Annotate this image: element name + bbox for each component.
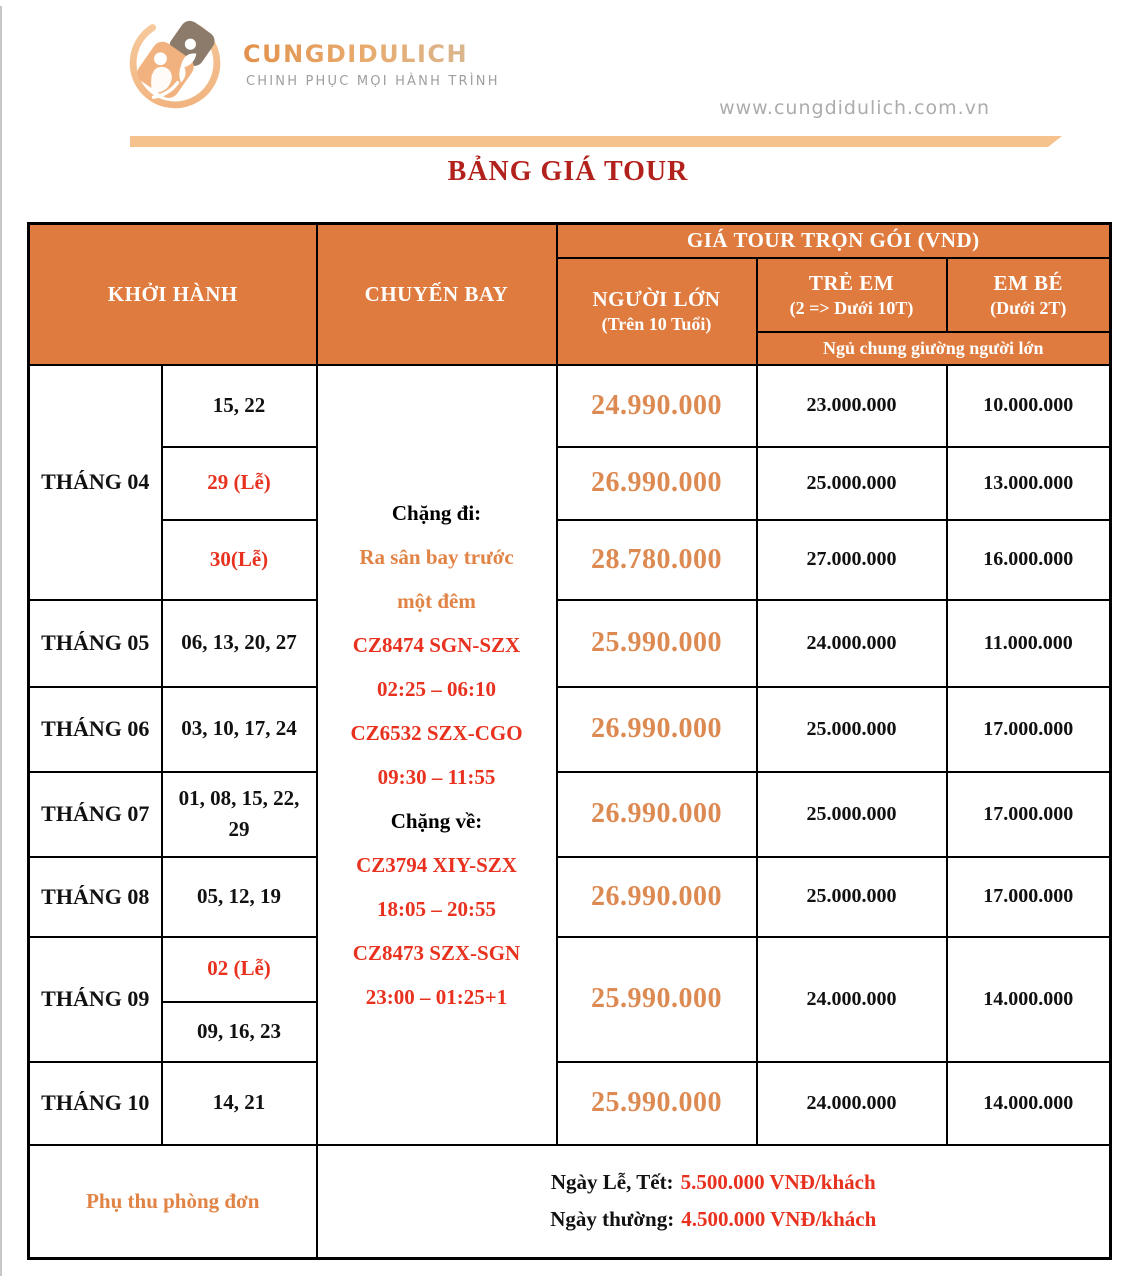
surcharge-normal-line: [318, 1206, 1110, 1233]
table-row: [29, 937, 1111, 1002]
surcharge-details: [317, 1145, 1111, 1259]
month-cell: THÁNG 05: [29, 600, 162, 687]
brand-name: CUNGDIDULICH: [243, 40, 469, 68]
adult-price: 28.780.000: [557, 520, 757, 600]
child-price: 25.000.000: [757, 447, 947, 520]
adult-price: 25.990.000: [557, 600, 757, 687]
site-header: [0, 0, 1136, 148]
flight-out-2: CZ6532 SZX-CGO: [350, 720, 523, 745]
surcharge-normal-value: 4.500.000 VNĐ/khách: [681, 1207, 877, 1232]
child-price: 24.000.000: [757, 600, 947, 687]
col-header-infant: [947, 258, 1111, 332]
surcharge-holiday-value: 5.500.000 VNĐ/khách: [680, 1170, 876, 1195]
flight-info-cell: [317, 365, 557, 1145]
dates-cell: 05, 12, 19: [162, 857, 317, 937]
adult-price: 26.990.000: [557, 447, 757, 520]
surcharge-normal-label: Ngày thường:: [550, 1207, 675, 1232]
adult-price: 25.990.000: [557, 1062, 757, 1145]
dates-cell: 06, 13, 20, 27: [162, 600, 317, 687]
child-price: 25.000.000: [757, 772, 947, 857]
adult-price: 26.990.000: [557, 772, 757, 857]
flight-return-1-time: 18:05 – 20:55: [377, 896, 496, 921]
dates-cell: 14, 21: [162, 1062, 317, 1145]
adult-age-note: (Trên 10 Tuổi): [601, 314, 712, 334]
surcharge-label: Phụ thu phòng đơn: [29, 1145, 317, 1259]
infant-age-note: (Dưới 2T): [990, 297, 1067, 318]
dates-cell: 03, 10, 17, 24: [162, 687, 317, 772]
flight-note-line1: Ra sân bay trước: [359, 544, 514, 569]
infant-label: EM BÉ: [993, 270, 1064, 295]
dates-cell: 01, 08, 15, 22, 29: [162, 772, 317, 857]
infant-price: 17.000.000: [947, 687, 1111, 772]
child-price: 25.000.000: [757, 687, 947, 772]
infant-price: 11.000.000: [947, 600, 1111, 687]
page-title: BẢNG GIÁ TOUR: [447, 156, 689, 187]
brand-logo-icon: [128, 16, 222, 110]
header-accent-bar: [130, 136, 1062, 147]
flight-return-1: CZ3794 XIY-SZX: [356, 852, 517, 877]
infant-price: 14.000.000: [947, 1062, 1111, 1145]
flight-return-2-time: 23:00 – 01:25+1: [365, 984, 508, 1009]
dates-cell: 15, 22: [162, 365, 317, 447]
flight-leg-return-label: Chặng về:: [390, 808, 483, 833]
child-label: TRẺ EM: [808, 270, 895, 295]
month-cell: THÁNG 06: [29, 687, 162, 772]
table-row: [29, 772, 1111, 857]
flight-leg-out-label: Chặng đi:: [391, 500, 482, 525]
month-cell: THÁNG 07: [29, 772, 162, 857]
surcharge-row: [29, 1145, 1111, 1259]
header-row-group: [29, 224, 1111, 258]
adult-price: 26.990.000: [557, 857, 757, 937]
table-row: [29, 520, 1111, 600]
table-row: [29, 600, 1111, 687]
col-header-child: [757, 258, 947, 332]
website-url[interactable]: www.cungdidulich.com.vn: [719, 97, 990, 119]
dates-cell: 30(Lễ): [162, 520, 317, 600]
child-age-note: (2 => Dưới 10T): [789, 297, 914, 318]
child-price: 24.000.000: [757, 1062, 947, 1145]
infant-price: 16.000.000: [947, 520, 1111, 600]
adult-label: NGƯỜI LỚN: [592, 287, 721, 311]
table-row: [29, 447, 1111, 520]
flight-out-2-time: 09:30 – 11:55: [377, 764, 496, 789]
month-cell: THÁNG 09: [29, 937, 162, 1062]
flight-return-2: CZ8473 SZX-SGN: [352, 940, 521, 965]
col-header-departure: KHỞI HÀNH: [29, 224, 317, 365]
flight-out-1: CZ8474 SGN-SZX: [352, 632, 521, 657]
child-price: 23.000.000: [757, 365, 947, 447]
flight-note-line2: một đêm: [397, 588, 476, 613]
col-header-price-group: GIÁ TOUR TRỌN GÓI (VND): [557, 224, 1111, 258]
table-row: [29, 857, 1111, 937]
dates-cell: 29 (Lễ): [162, 447, 317, 520]
table-header: [29, 224, 1111, 365]
child-price: 24.000.000: [757, 937, 947, 1062]
col-header-flight: CHUYẾN BAY: [317, 224, 557, 365]
flight-out-1-time: 02:25 – 06:10: [377, 676, 496, 701]
adult-price: 26.990.000: [557, 687, 757, 772]
child-price: 27.000.000: [757, 520, 947, 600]
dates-cell: 09, 16, 23: [162, 1002, 317, 1062]
brand-tagline: CHINH PHỤC MỌI HÀNH TRÌNH: [246, 74, 500, 89]
month-cell: THÁNG 10: [29, 1062, 162, 1145]
surcharge-holiday-line: [318, 1169, 1110, 1196]
table-row: [29, 687, 1111, 772]
price-table: [27, 222, 1112, 1260]
shared-bed-note: Ngủ chung giường người lớn: [757, 332, 1111, 365]
table-row: [29, 1062, 1111, 1145]
table-row: [29, 365, 1111, 447]
surcharge-holiday-label: Ngày Lễ, Tết:: [550, 1170, 674, 1195]
dates-cell: 02 (Lễ): [162, 937, 317, 1002]
child-price: 25.000.000: [757, 857, 947, 937]
month-cell: THÁNG 04: [29, 365, 162, 600]
adult-price: 25.990.000: [557, 937, 757, 1062]
col-header-adult: [557, 258, 757, 365]
adult-price: 24.990.000: [557, 365, 757, 447]
month-cell: THÁNG 08: [29, 857, 162, 937]
infant-price: 13.000.000: [947, 447, 1111, 520]
infant-price: 14.000.000: [947, 937, 1111, 1062]
infant-price: 17.000.000: [947, 772, 1111, 857]
infant-price: 17.000.000: [947, 857, 1111, 937]
infant-price: 10.000.000: [947, 365, 1111, 447]
